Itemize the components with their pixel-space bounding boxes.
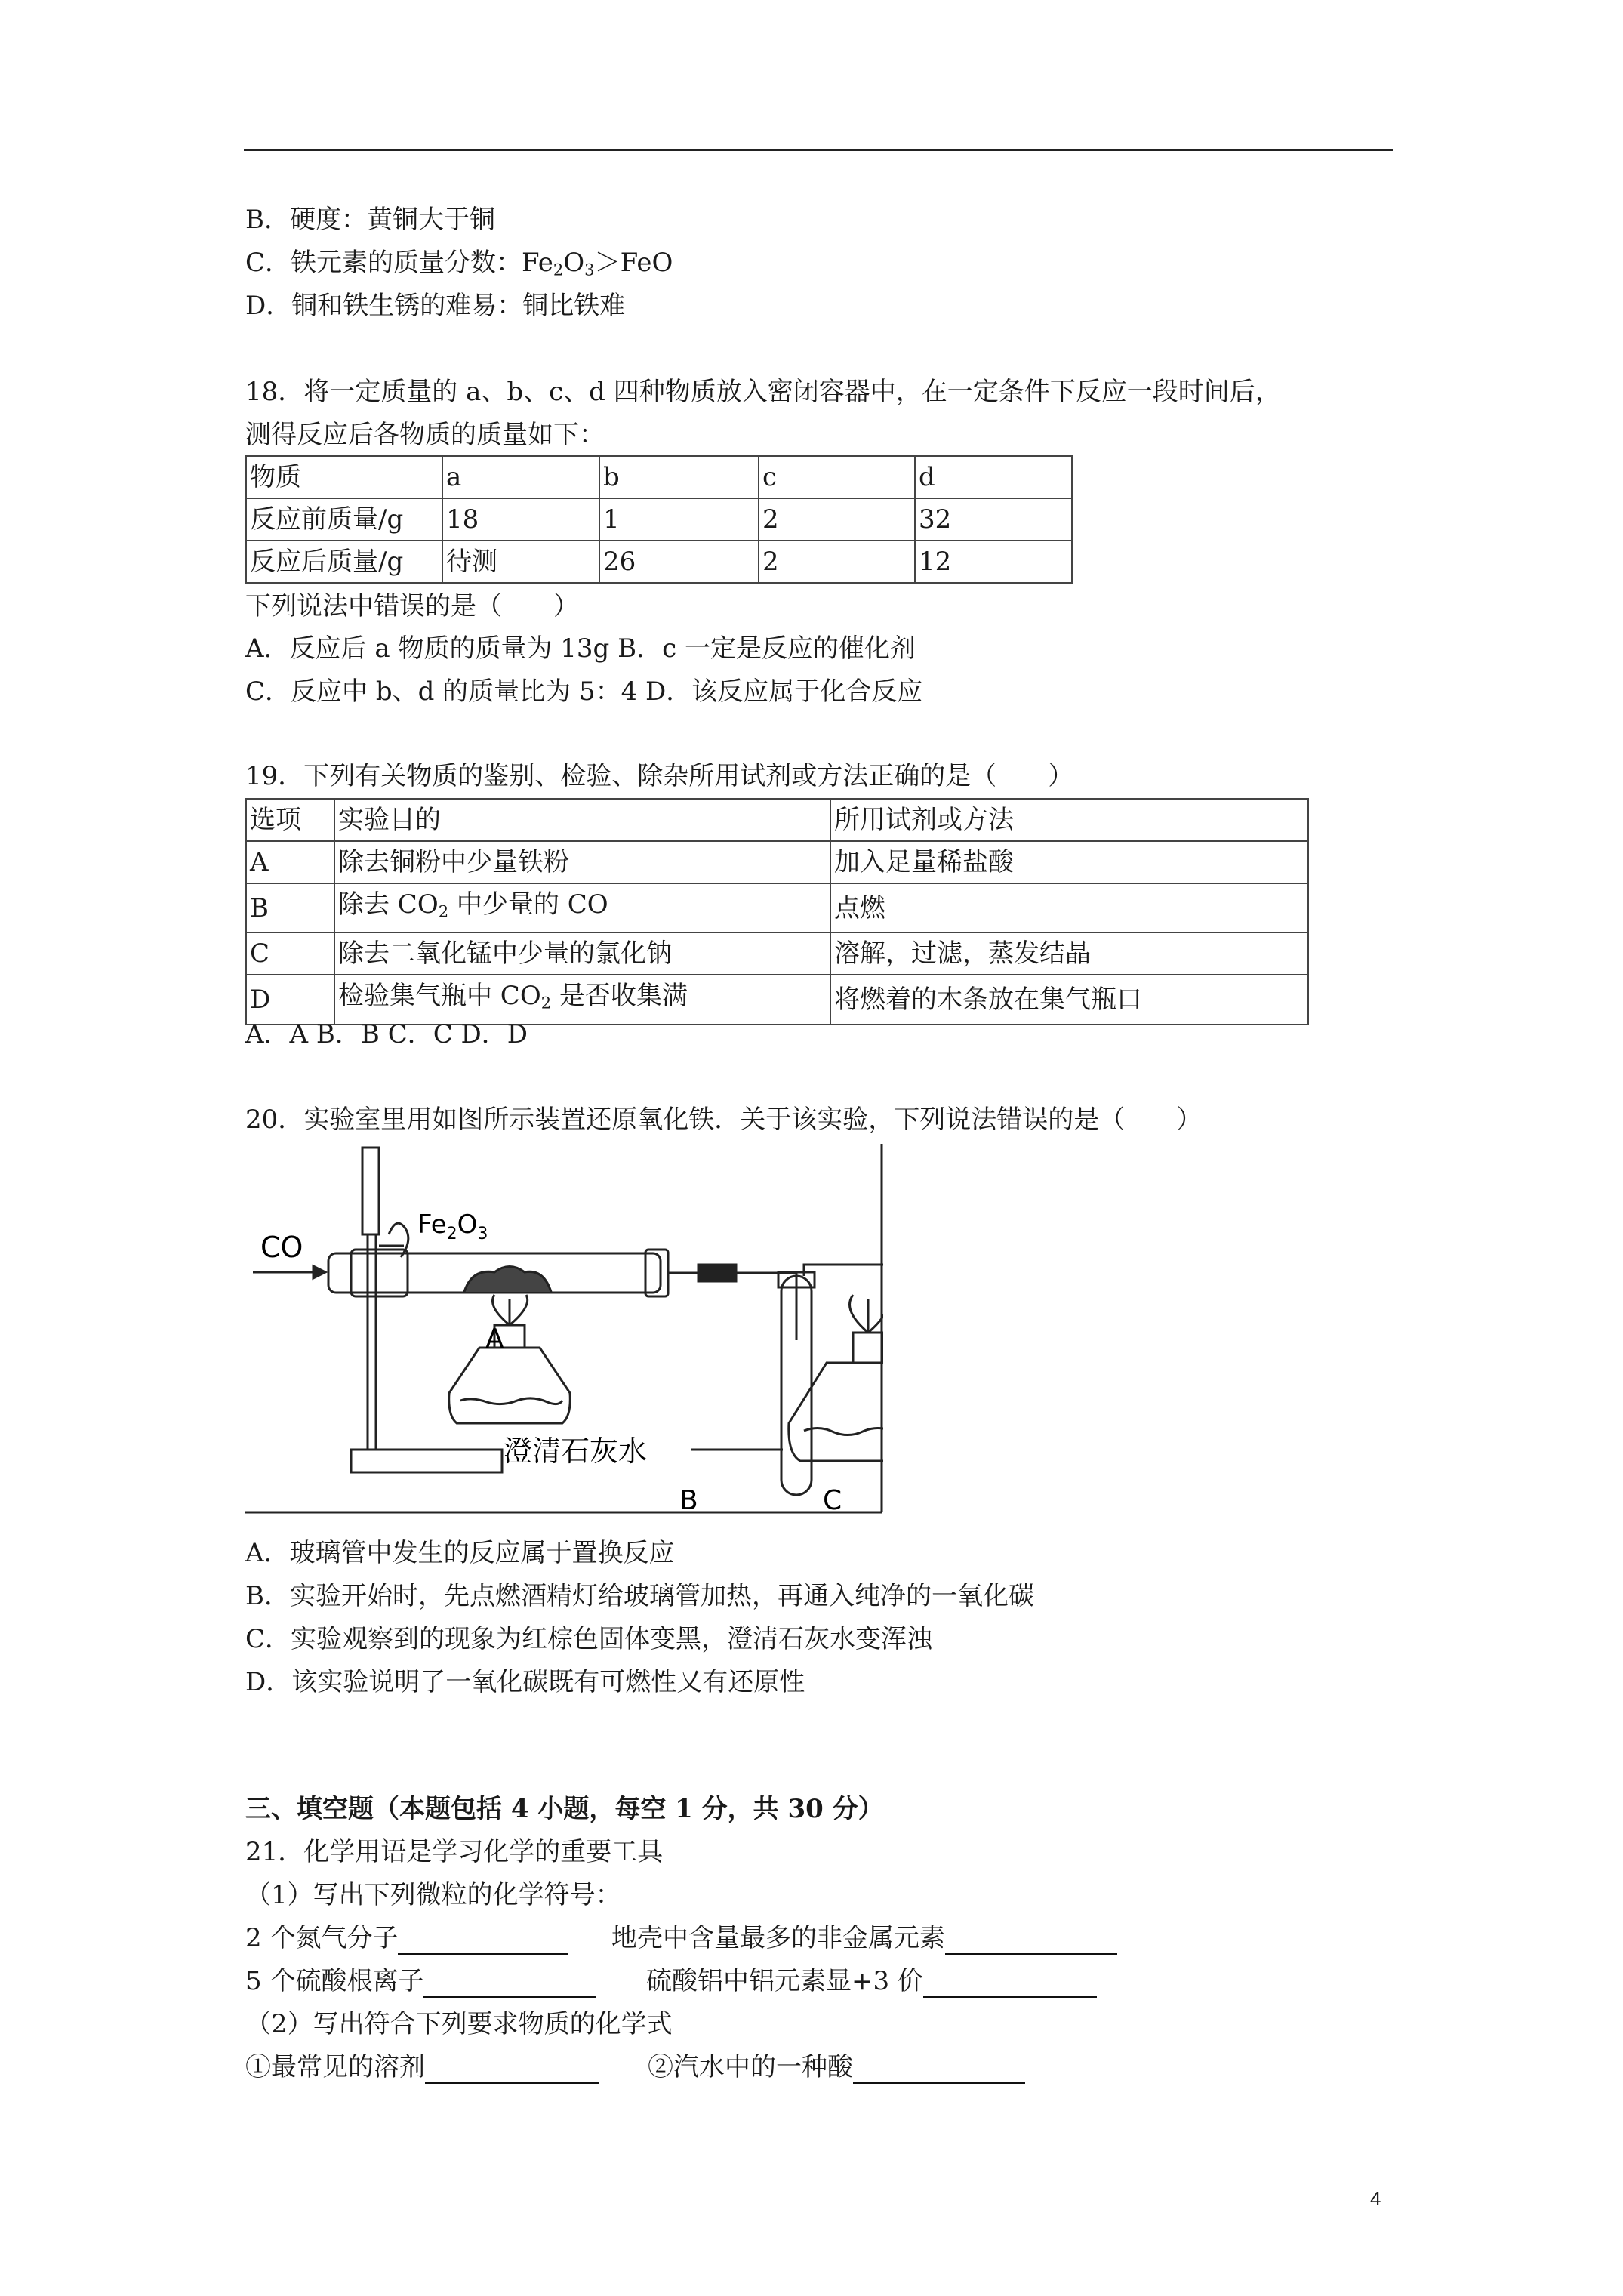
table-cell: D [246, 975, 334, 1024]
q18-question: 下列说法中错误的是（ ） [245, 591, 579, 621]
label-b: B [679, 1485, 698, 1514]
tube-stopper-left [351, 1250, 408, 1296]
label-limewater: 澄清石灰水 [504, 1435, 648, 1468]
flame-right [850, 1295, 884, 1333]
q18-options-line2: C．反应中 b、d 的质量比为 5：4 D．该反应属于化合反应 [245, 676, 923, 707]
table-row [246, 799, 1308, 841]
table-row [246, 883, 1308, 932]
table-cell: c [759, 456, 915, 498]
q21-title: 21．化学用语是学习化学的重要工具 [245, 1837, 664, 1867]
q20-option-a: A．玻璃管中发生的反应属于置换反应 [245, 1538, 675, 1568]
tube-stopper-right [645, 1250, 668, 1296]
table-cell: 将燃着的木条放在集气瓶口 [830, 975, 1308, 1024]
q18-options-line1: A．反应后 a 物质的质量为 13g B．c 一定是反应的催化剂 [245, 633, 916, 664]
table-cell: 加入足量稀盐酸 [830, 841, 1308, 883]
apparatus-figure [245, 1144, 883, 1514]
table-header: 所用试剂或方法 [830, 799, 1308, 841]
table-row [246, 841, 1308, 883]
table-cell: A [246, 841, 334, 883]
lamp-liquid-right [804, 1428, 883, 1435]
fe2o3-powder [464, 1267, 551, 1293]
q18-stem-line2: 测得反应后各物质的质量如下： [245, 420, 605, 450]
q21-part2: （2）写出符合下列要求物质的化学式 [245, 2009, 673, 2039]
rubber-connector [698, 1265, 736, 1281]
table-cell: 点燃 [830, 883, 1308, 932]
q17-option-d: D．铜和铁生锈的难易：铜比铁难 [245, 291, 626, 321]
q19-options: A．A B．B C．C D．D [245, 1019, 528, 1049]
stand-rod-top [362, 1148, 379, 1234]
section-heading: 三、填空题（本题包括 4 小题，每空 1 分，共 30 分） [245, 1794, 884, 1824]
header-rule [244, 149, 1393, 151]
label-fe2o3: $Fe_2O_3$ [417, 1210, 488, 1244]
table-header: 实验目的 [334, 799, 830, 841]
co-arrow-head [313, 1266, 325, 1278]
answer-blank[interactable] [853, 2055, 1025, 2084]
table-cell: 除去 $CO_2$ 中少量的 CO [334, 883, 830, 932]
lamp-liquid-left [460, 1398, 562, 1404]
table-cell: 溶解，过滤，蒸发结晶 [830, 932, 1308, 975]
table-cell: 待测 [442, 541, 599, 583]
q18-table [245, 455, 1073, 584]
table-cell: 反应前质量/g [246, 498, 442, 541]
flame-left [493, 1295, 528, 1325]
blank-label: 硫酸铝中铝元素显+3 价 [646, 1966, 923, 1996]
answer-blank[interactable] [398, 1926, 568, 1955]
blank-line-2 [611, 1922, 1117, 1955]
q20-option-d: D．该实验说明了一氧化碳既有可燃性又有还原性 [245, 1667, 805, 1697]
delivery-tube-out [804, 1265, 883, 1276]
q20-option-c: C．实验观察到的现象为红棕色固体变黑，澄清石灰水变浑浊 [245, 1624, 933, 1654]
q21-part1: （1）写出下列微粒的化学符号： [245, 1880, 621, 1910]
table-cell: 物质 [246, 456, 442, 498]
blank-line-4 [646, 1965, 1097, 1998]
table-cell: C [246, 932, 334, 975]
alcohol-lamp-left [449, 1348, 571, 1423]
blank-label: 地壳中含量最多的非金属元素 [611, 1923, 945, 1953]
label-co: CO [260, 1231, 303, 1264]
label-c: C [823, 1485, 842, 1514]
table-row [246, 456, 1072, 498]
table-cell: 18 [442, 498, 599, 541]
table-row [246, 932, 1308, 975]
table-cell: 2 [759, 541, 915, 583]
table-cell: 除去铜粉中少量铁粉 [334, 841, 830, 883]
alcohol-lamp-right [789, 1363, 883, 1461]
blank-line-6 [648, 2051, 1025, 2084]
answer-blank[interactable] [423, 1969, 596, 1998]
table-row [246, 498, 1072, 541]
table-cell: 32 [915, 498, 1072, 541]
blank-label: ②汽水中的一种酸 [648, 2052, 853, 2082]
table-cell: 反应后质量/g [246, 541, 442, 583]
table-header: 选项 [246, 799, 334, 841]
q19-table [245, 798, 1309, 1025]
table-cell: d [915, 456, 1072, 498]
page-number: 4 [1370, 2187, 1381, 2210]
table-cell: 26 [599, 541, 759, 583]
answer-blank[interactable] [425, 2055, 599, 2084]
answer-blank[interactable] [945, 1926, 1117, 1955]
table-row [246, 975, 1308, 1024]
table-cell: B [246, 883, 334, 932]
table-cell: 2 [759, 498, 915, 541]
q18-stem-line1: 18．将一定质量的 a、b、c、d 四种物质放入密闭容器中，在一定条件下反应一段时间后， [245, 377, 1281, 407]
table-cell: a [442, 456, 599, 498]
blank-line-1 [245, 1922, 568, 1955]
q19-stem: 19．下列有关物质的鉴别、检验、除杂所用试剂或方法正确的是（ ） [245, 761, 1074, 791]
answer-blank[interactable] [923, 1969, 1097, 1998]
clamp-screw [389, 1223, 408, 1257]
table-cell: 12 [915, 541, 1072, 583]
blank-line-5 [245, 2051, 599, 2084]
blank-label: 2 个氮气分子 [245, 1923, 399, 1953]
table-cell: 1 [599, 498, 759, 541]
q17-option-b: B．硬度：黄铜大于铜 [245, 205, 495, 235]
table-cell: b [599, 456, 759, 498]
q20-option-b: B．实验开始时，先点燃酒精灯给玻璃管加热，再通入纯净的一氧化碳 [245, 1581, 1034, 1611]
lamp-neck-right [853, 1333, 883, 1363]
q17-option-c: C．铁元素的质量分数：$Fe_2O_3>FeO$ [245, 248, 673, 279]
blank-label: ①最常见的溶剂 [245, 2052, 425, 2082]
table-cell: 检验集气瓶中 $CO_2$ 是否收集满 [334, 975, 830, 1024]
blank-line-3 [245, 1965, 596, 1998]
q20-stem: 20．实验室里用如图所示装置还原氧化铁．关于该实验，下列说法错误的是（ ） [245, 1105, 1203, 1135]
table-row [246, 541, 1072, 583]
label-a: A [485, 1324, 504, 1354]
stand-base [351, 1450, 502, 1472]
table-cell: 除去二氧化锰中少量的氯化钠 [334, 932, 830, 975]
blank-label: 5 个硫酸根离子 [245, 1966, 424, 1996]
